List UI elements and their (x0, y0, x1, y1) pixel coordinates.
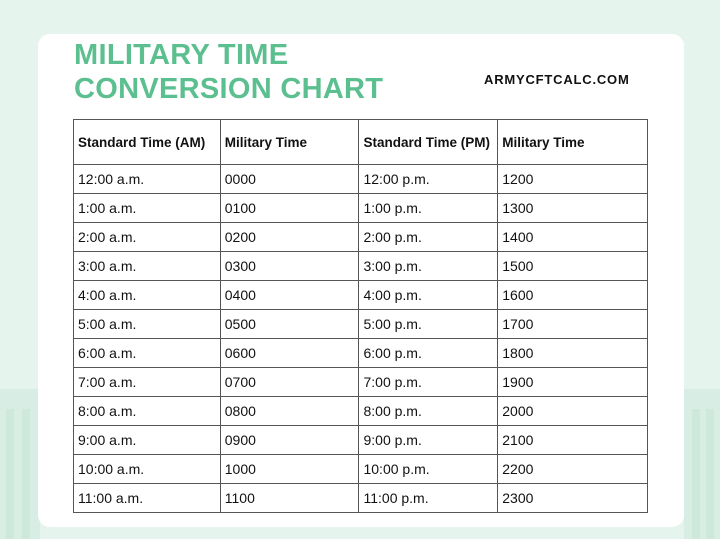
military-am-cell: 0900 (220, 426, 359, 455)
military-pm-cell: 1200 (498, 165, 648, 194)
table-row (74, 426, 648, 455)
table-header-row (74, 120, 648, 165)
military-am-cell: 0600 (220, 339, 359, 368)
standard-am-cell: 8:00 a.m. (74, 397, 221, 426)
table-row (74, 281, 648, 310)
standard-am-cell: 5:00 a.m. (74, 310, 221, 339)
conversion-table (73, 119, 648, 513)
standard-pm-cell: 11:00 p.m. (359, 484, 498, 513)
header-standard-pm: Standard Time (PM) (359, 120, 498, 165)
table-row (74, 223, 648, 252)
military-am-cell: 0000 (220, 165, 359, 194)
standard-pm-cell: 3:00 p.m. (359, 252, 498, 281)
standard-am-cell: 3:00 a.m. (74, 252, 221, 281)
military-pm-cell: 1400 (498, 223, 648, 252)
military-pm-cell: 2200 (498, 455, 648, 484)
standard-am-cell: 1:00 a.m. (74, 194, 221, 223)
military-am-cell: 0500 (220, 310, 359, 339)
standard-pm-cell: 1:00 p.m. (359, 194, 498, 223)
standard-am-cell: 10:00 a.m. (74, 455, 221, 484)
military-am-cell: 1000 (220, 455, 359, 484)
standard-am-cell: 7:00 a.m. (74, 368, 221, 397)
military-am-cell: 1100 (220, 484, 359, 513)
standard-pm-cell: 6:00 p.m. (359, 339, 498, 368)
table-row (74, 194, 648, 223)
military-pm-cell: 1600 (498, 281, 648, 310)
chart-card (38, 34, 684, 527)
military-pm-cell: 1800 (498, 339, 648, 368)
standard-pm-cell: 7:00 p.m. (359, 368, 498, 397)
military-pm-cell: 2300 (498, 484, 648, 513)
title-line-1: MILITARY TIME (74, 39, 289, 71)
page-title (74, 38, 383, 106)
military-pm-cell: 2000 (498, 397, 648, 426)
table-row (74, 252, 648, 281)
header-military-pm: Military Time (498, 120, 648, 165)
standard-am-cell: 11:00 a.m. (74, 484, 221, 513)
military-am-cell: 0400 (220, 281, 359, 310)
military-am-cell: 0800 (220, 397, 359, 426)
table-row (74, 165, 648, 194)
standard-pm-cell: 2:00 p.m. (359, 223, 498, 252)
table-row (74, 484, 648, 513)
header-standard-am: Standard Time (AM) (74, 120, 221, 165)
military-am-cell: 0200 (220, 223, 359, 252)
military-am-cell: 0300 (220, 252, 359, 281)
military-pm-cell: 1300 (498, 194, 648, 223)
military-pm-cell: 1500 (498, 252, 648, 281)
military-pm-cell: 2100 (498, 426, 648, 455)
military-pm-cell: 1700 (498, 310, 648, 339)
standard-pm-cell: 4:00 p.m. (359, 281, 498, 310)
standard-pm-cell: 10:00 p.m. (359, 455, 498, 484)
standard-pm-cell: 9:00 p.m. (359, 426, 498, 455)
military-pm-cell: 1900 (498, 368, 648, 397)
standard-am-cell: 12:00 a.m. (74, 165, 221, 194)
standard-am-cell: 9:00 a.m. (74, 426, 221, 455)
title-line-2: CONVERSION CHART (74, 73, 384, 105)
standard-am-cell: 4:00 a.m. (74, 281, 221, 310)
header-military-am: Military Time (220, 120, 359, 165)
table-row (74, 339, 648, 368)
standard-am-cell: 2:00 a.m. (74, 223, 221, 252)
standard-am-cell: 6:00 a.m. (74, 339, 221, 368)
standard-pm-cell: 8:00 p.m. (359, 397, 498, 426)
standard-pm-cell: 12:00 p.m. (359, 165, 498, 194)
table-body (74, 165, 648, 513)
table-row (74, 368, 648, 397)
site-name: ARMYCFTCALC.COM (484, 72, 630, 87)
table-row (74, 397, 648, 426)
military-am-cell: 0700 (220, 368, 359, 397)
standard-pm-cell: 5:00 p.m. (359, 310, 498, 339)
table-row (74, 455, 648, 484)
military-am-cell: 0100 (220, 194, 359, 223)
table-row (74, 310, 648, 339)
